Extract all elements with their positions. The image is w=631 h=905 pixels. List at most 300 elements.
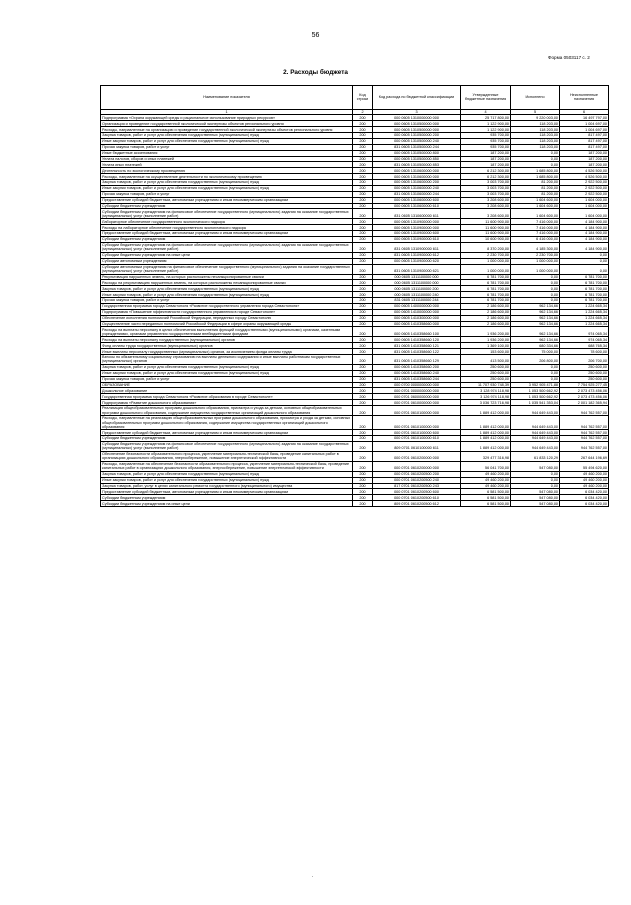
expenses-table: [100, 85, 609, 507]
row-name: Предоставление субсидий бюджетным, автономным учреждениям и иным некоммерческим организациям: [101, 430, 353, 436]
table-row: [101, 501, 609, 507]
row-unexecuted: 55 494 620,00: [560, 461, 609, 471]
row-line-code: 200: [353, 436, 373, 442]
row-executed: 0,00: [511, 298, 560, 304]
row-line-code: 200: [353, 252, 373, 258]
form-label: Форма 0503117 с. 2: [548, 55, 590, 60]
row-unexecuted: 7 754 925 277,45: [560, 382, 609, 388]
row-unexecuted: 1 004 697,00: [560, 121, 609, 127]
row-unexecuted: 4 184 900,00: [560, 236, 609, 242]
row-unexecuted: 817 497,00: [560, 144, 609, 150]
row-approved: 1 122 900,00: [461, 127, 511, 133]
row-line-code: 200: [353, 156, 373, 162]
row-line-code: 200: [353, 376, 373, 382]
expenses-table-container: [100, 85, 608, 507]
row-name: Государственная программа города Севастополя «Развитие образования в городе Севастополе»: [101, 394, 353, 400]
row-classification-code: 000 0605 1311100000 240: [373, 292, 461, 298]
row-line-code: 200: [353, 298, 373, 304]
row-executed: 944 649 443,00: [511, 406, 560, 416]
row-line-code: 200: [353, 364, 373, 370]
row-unexecuted: 6 034 420,00: [560, 495, 609, 501]
row-name: Государственная программа города Севастополя «Развитие государственного управления города Севастополя»: [101, 303, 353, 309]
row-approved: 1 889 412 000,00: [461, 416, 511, 430]
row-executed: 1 685 800,00: [511, 174, 560, 180]
row-approved: 2 186 600,00: [461, 303, 511, 309]
row-classification-code: 831 0605 1410358660 121: [373, 343, 461, 349]
row-line-code: 200: [353, 321, 373, 327]
row-unexecuted: 250 600,00: [560, 370, 609, 376]
row-executed: 81 200,00: [511, 191, 560, 197]
row-executed: 81 200,00: [511, 185, 560, 191]
row-classification-code: 831 0605 1410358660 122: [373, 349, 461, 355]
row-unexecuted: 1 224 665,34: [560, 303, 609, 309]
row-classification-code: 809 0701 0610200500 612: [373, 501, 461, 507]
row-unexecuted: 6 781 700,00: [560, 298, 609, 304]
row-executed: 75 000,00: [511, 349, 560, 355]
row-line-code: 200: [353, 180, 373, 186]
row-name: Иные закупки товаров, работ и услуг для обеспечения государственных (муниципальных) нужд: [101, 477, 353, 483]
row-unexecuted: 1 604 000,00: [560, 203, 609, 209]
row-classification-code: 000 0701 0610200500 600: [373, 489, 461, 495]
row-name: Предоставление субсидий бюджетным, автономным учреждениям и иным некоммерческим организациям: [101, 489, 353, 495]
row-executed: 944 649 443,00: [511, 436, 560, 442]
row-line-code: 200: [353, 138, 373, 144]
table-row: [101, 242, 609, 252]
row-unexecuted: 1 224 665,34: [560, 315, 609, 321]
row-approved: 250 600,00: [461, 376, 511, 382]
row-executed: 7 416 000,00: [511, 231, 560, 237]
row-name: Субсидии бюджетным учреждениям на финансовое обеспечение государственного (муниципального) задания на оказание государственных (муниципальных) услуг (выполнение работ): [101, 441, 353, 451]
table-header-row: [101, 86, 609, 110]
col-number: 5: [511, 109, 560, 115]
row-approved: 2 230 700,00: [461, 252, 511, 258]
row-name: Осуществление части переданных полномочий Российской Федерации в сфере охраны окружающей среды: [101, 321, 353, 327]
row-executed: 962 134,66: [511, 337, 560, 343]
row-classification-code: 831 0605 1311100000 244: [373, 298, 461, 304]
row-unexecuted: 6 781 700,00: [560, 274, 609, 280]
row-unexecuted: 944 762 557,00: [560, 406, 609, 416]
row-name: Реализация общеобразовательных программ дошкольного образования, присмотра и ухода за детьми, основных общеобразовательных программ дошкольного образования, содержание имущества государственных организаций дошкольного образования: [101, 406, 353, 416]
row-unexecuted: 974 065,34: [560, 327, 609, 337]
row-approved: 935 700,00: [461, 144, 511, 150]
row-executed: 0,00: [511, 292, 560, 298]
row-classification-code: 000 0605 1311100000 000: [373, 274, 461, 280]
row-line-code: 200: [353, 406, 373, 416]
row-unexecuted: 4 526 500,00: [560, 168, 609, 174]
row-approved: 250 600,00: [461, 370, 511, 376]
footer-mark: .: [312, 873, 314, 879]
row-classification-code: 000 0701 0610100000 600: [373, 430, 461, 436]
row-line-code: 200: [353, 451, 373, 461]
row-approved: 3 128 974 118,98: [461, 388, 511, 394]
row-name: Закупка товаров, работ и услуг для обеспечения государственных (муниципальных) нужд: [101, 133, 353, 139]
row-executed: 0,00: [511, 280, 560, 286]
row-approved: 8 370 200,00: [461, 242, 511, 252]
row-line-code: 200: [353, 501, 373, 507]
row-name: Субсидии бюджетным учреждениям на финансовое обеспечение государственного (муниципального) задания на оказание государственных (муниципальных) услуг (выполнение работ): [101, 209, 353, 219]
row-line-code: 200: [353, 327, 373, 337]
row-classification-code: 000 0701 0610200000 000: [373, 451, 461, 461]
row-line-code: 200: [353, 264, 373, 274]
row-line-code: 200: [353, 174, 373, 180]
row-unexecuted: 49 460 200,00: [560, 483, 609, 489]
row-classification-code: 831 0605 1310500000 244: [373, 144, 461, 150]
row-executed: 0,00: [511, 376, 560, 382]
table-row: [101, 209, 609, 219]
row-line-code: 200: [353, 461, 373, 471]
row-name: Рекультивация нарушенных земель, на которых расположены несанкционированные свалки: [101, 274, 353, 280]
row-line-code: 200: [353, 225, 373, 231]
row-unexecuted: 4 526 500,00: [560, 174, 609, 180]
row-classification-code: 000 0605 1310500000 800: [373, 150, 461, 156]
row-approved: 11 707 930 748,39: [461, 382, 511, 388]
row-unexecuted: 16 497 797,00: [560, 115, 609, 121]
row-name: Подпрограмма «Охрана окружающей среды и рациональное использование природных ресурсов»: [101, 115, 353, 121]
row-classification-code: 000 0701 0610200500 610: [373, 495, 461, 501]
row-name: ОБРАЗОВАНИЕ: [101, 382, 353, 388]
row-unexecuted: 2 922 500,00: [560, 191, 609, 197]
row-name: Прочая закупка товаров, работ и услуг: [101, 376, 353, 382]
row-classification-code: 000 0700 0000000000 000: [373, 382, 461, 388]
row-executed: 7 416 000,00: [511, 225, 560, 231]
row-classification-code: 000 0605 1310600000 200: [373, 180, 461, 186]
row-classification-code: 000 0701 0610100000 610: [373, 436, 461, 442]
row-classification-code: 000 0605 1311100000 200: [373, 286, 461, 292]
row-classification-code: 000 0701 0000000000 000: [373, 388, 461, 394]
row-classification-code: 000 0605 1310900000 600: [373, 231, 461, 237]
row-line-code: 200: [353, 242, 373, 252]
row-executed: 1 053 500 662,92: [511, 388, 560, 394]
table-row: [101, 355, 609, 365]
row-executed: 0,00: [511, 274, 560, 280]
row-classification-code: 000 0605 1311100000 000: [373, 280, 461, 286]
row-classification-code: 000 0701 0610100000 000: [373, 406, 461, 416]
row-executed: 0,00: [511, 477, 560, 483]
row-line-code: 200: [353, 441, 373, 451]
row-classification-code: 000 0605 1310500000 240: [373, 138, 461, 144]
row-line-code: 200: [353, 121, 373, 127]
row-name: Субсидии бюджетным учреждениям: [101, 495, 353, 501]
row-approved: 11 600 900,00: [461, 219, 511, 225]
row-approved: 2 186 600,00: [461, 315, 511, 321]
row-classification-code: 000 0605 1410358660 000: [373, 321, 461, 327]
row-approved: 187 200,00: [461, 150, 511, 156]
row-unexecuted: 0,00: [560, 258, 609, 264]
row-executed: 2 230 700,00: [511, 252, 560, 258]
row-approved: 6 212 300,00: [461, 168, 511, 174]
col-header-executed: Исполнено: [511, 86, 560, 110]
row-name: Иные закупки товаров, работ и услуг для обеспечения государственных (муниципальных) нужд: [101, 185, 353, 191]
row-executed: 61 833 120,29: [511, 451, 560, 461]
row-approved: 1 889 412 000,00: [461, 441, 511, 451]
row-executed: 962 134,66: [511, 303, 560, 309]
row-line-code: 200: [353, 162, 373, 168]
row-classification-code: 831 0605 1310500000 853: [373, 162, 461, 168]
row-executed: 0,00: [511, 364, 560, 370]
row-unexecuted: 817 497,00: [560, 138, 609, 144]
row-line-code: 200: [353, 370, 373, 376]
row-name: Иные бюджетные ассигнования: [101, 150, 353, 156]
row-executed: 547 080,00: [511, 495, 560, 501]
row-executed: 206 800,00: [511, 355, 560, 365]
row-line-code: 200: [353, 416, 373, 430]
row-executed: 0,00: [511, 156, 560, 162]
row-approved: 2 186 600,00: [461, 309, 511, 315]
row-classification-code: 831 0605 1310600000 244: [373, 191, 461, 197]
col-number: 2: [353, 109, 373, 115]
row-executed: 4 185 300,00: [511, 242, 560, 252]
row-executed: 0,00: [511, 483, 560, 489]
table-row: [101, 461, 609, 471]
row-line-code: 200: [353, 274, 373, 280]
row-classification-code: 000 0605 1310900000 610: [373, 236, 461, 242]
section-title: 2. Расходы бюджета: [283, 69, 348, 76]
row-executed: 118 203,00: [511, 121, 560, 127]
row-approved: 187 200,00: [461, 156, 511, 162]
row-classification-code: 000 0605 1410000000 000: [373, 309, 461, 315]
row-approved: 1 889 412 000,00: [461, 436, 511, 442]
row-unexecuted: 944 762 557,00: [560, 441, 609, 451]
row-approved: 1 889 412 000,00: [461, 406, 511, 416]
row-line-code: 200: [353, 185, 373, 191]
row-approved: 329 477 316,98: [461, 451, 511, 461]
row-line-code: 200: [353, 489, 373, 495]
row-line-code: 200: [353, 430, 373, 436]
row-name: Субсидии бюджетным учреждениям: [101, 203, 353, 209]
row-approved: 1 000 000,00: [461, 258, 511, 264]
row-name: Закупка товаров, работ и услуг для обеспечения государственных (муниципальных) нужд: [101, 364, 353, 370]
table-row: [101, 416, 609, 430]
row-executed: 3 952 905 471,88: [511, 382, 560, 388]
row-name: Прочая закупка товаров, работ и услуг: [101, 144, 353, 150]
row-approved: 3 208 600,00: [461, 203, 511, 209]
row-approved: 49 460 200,00: [461, 471, 511, 477]
row-approved: 6 781 700,00: [461, 298, 511, 304]
row-approved: 3 003 700,00: [461, 191, 511, 197]
row-name: Закупка товаров, работ и услуг для обеспечения государственных (муниципальных) нужд: [101, 286, 353, 292]
row-classification-code: 000 0605 1310500000 000: [373, 127, 461, 133]
row-unexecuted: 944 762 557,00: [560, 430, 609, 436]
row-executed: 1 604 600,00: [511, 203, 560, 209]
row-name: Расходы на выплаты персоналу государственных (муниципальных) органов: [101, 337, 353, 343]
row-line-code: 200: [353, 349, 373, 355]
row-name: Предоставление субсидий бюджетным, автономным учреждениям и иным некоммерческим организациям: [101, 231, 353, 237]
row-classification-code: 000 0605 1310600000 610: [373, 203, 461, 209]
row-line-code: 200: [353, 150, 373, 156]
row-line-code: 200: [353, 343, 373, 349]
row-line-code: 200: [353, 309, 373, 315]
row-classification-code: 000 0605 1310000000 000: [373, 115, 461, 121]
row-approved: 3 208 600,00: [461, 209, 511, 219]
row-executed: 0,00: [511, 370, 560, 376]
row-executed: 0,00: [511, 162, 560, 168]
row-approved: 187 200,00: [461, 162, 511, 168]
col-header-classification-code: Код расхода по бюджетной классификации: [373, 86, 461, 110]
row-approved: 935 700,00: [461, 138, 511, 144]
row-line-code: 200: [353, 400, 373, 406]
row-executed: 962 134,66: [511, 309, 560, 315]
row-unexecuted: 1 604 000,00: [560, 197, 609, 203]
row-classification-code: 000 0605 1410300000 000: [373, 315, 461, 321]
row-name: Иные закупки товаров, работ и услуг для обеспечения государственных (муниципальных) нужд: [101, 138, 353, 144]
row-approved: 6 781 700,00: [461, 274, 511, 280]
row-unexecuted: 49 460 200,00: [560, 471, 609, 477]
row-unexecuted: 2 922 500,00: [560, 180, 609, 186]
row-unexecuted: 1 004 697,00: [560, 127, 609, 133]
row-executed: 547 080,00: [511, 461, 560, 471]
row-classification-code: 000 0701 0610200500 240: [373, 477, 461, 483]
col-number: 4: [461, 109, 511, 115]
row-approved: 1 122 900,00: [461, 121, 511, 127]
row-executed: 944 649 443,00: [511, 430, 560, 436]
row-classification-code: 000 0605 1310600000 000: [373, 168, 461, 174]
row-classification-code: 000 0701 0610200000 000: [373, 461, 461, 471]
row-classification-code: 000 0701 0600000000 000: [373, 394, 461, 400]
row-name: Уплата налогов, сборов и иных платежей: [101, 156, 353, 162]
row-line-code: 200: [353, 127, 373, 133]
row-unexecuted: 2 073 473 456,06: [560, 394, 609, 400]
row-unexecuted: 187 200,00: [560, 156, 609, 162]
row-unexecuted: 4 184 900,00: [560, 219, 609, 225]
row-classification-code: 000 0605 1310600000 240: [373, 185, 461, 191]
row-unexecuted: 1 224 665,34: [560, 321, 609, 327]
row-name: Расходы, направленные на осуществление деятельности по экологическому просвещению: [101, 174, 353, 180]
row-executed: 547 080,00: [511, 489, 560, 495]
row-approved: 11 600 900,00: [461, 225, 511, 231]
table-row: [101, 327, 609, 337]
row-unexecuted: 250 600,00: [560, 364, 609, 370]
row-name: Расходы на выплаты персоналу в целях обеспечения выполнения функций государственными (муниципальными) органами, казенными учреждениями, органами управления государственными внебюджетными фондами: [101, 327, 353, 337]
row-unexecuted: 49 460 200,00: [560, 477, 609, 483]
row-line-code: 200: [353, 477, 373, 483]
row-unexecuted: 974 065,34: [560, 337, 609, 343]
row-executed: 0,00: [511, 150, 560, 156]
row-line-code: 200: [353, 286, 373, 292]
row-line-code: 200: [353, 236, 373, 242]
row-classification-code: 000 0605 1410358660 100: [373, 327, 461, 337]
row-unexecuted: 6 781 700,00: [560, 286, 609, 292]
row-unexecuted: 944 762 557,00: [560, 416, 609, 430]
row-line-code: 200: [353, 115, 373, 121]
row-executed: 1 000 000,00: [511, 264, 560, 274]
row-unexecuted: 2 001 182 365,94: [560, 400, 609, 406]
col-number: 1: [101, 109, 353, 115]
row-unexecuted: 4 184 900,00: [560, 231, 609, 237]
col-header-approved: Утвержденные бюджетные назначения: [461, 86, 511, 110]
row-unexecuted: 4 184 900,00: [560, 225, 609, 231]
row-executed: 118 203,00: [511, 127, 560, 133]
row-name: Иные закупки товаров, работ и услуг для обеспечения государственных (муниципальных) нужд: [101, 292, 353, 298]
row-approved: 1 889 412 000,00: [461, 430, 511, 436]
row-name: Прочая закупка товаров, работ и услуг: [101, 191, 353, 197]
row-name: Деятельность по экологическому просвещению: [101, 168, 353, 174]
row-executed: 118 203,00: [511, 138, 560, 144]
row-approved: 25 717 800,00: [461, 115, 511, 121]
row-executed: 81 200,00: [511, 180, 560, 186]
table-row: [101, 406, 609, 416]
row-classification-code: 000 0605 1310500000 200: [373, 133, 461, 139]
row-line-code: 200: [353, 203, 373, 209]
row-classification-code: 000 0605 1310600000 600: [373, 197, 461, 203]
row-line-code: 200: [353, 133, 373, 139]
col-number: 3: [373, 109, 461, 115]
row-classification-code: 000 0701 0610000000 000: [373, 400, 461, 406]
row-executed: 1 035 541 353,04: [511, 400, 560, 406]
row-classification-code: 000 0605 1410358660 120: [373, 337, 461, 343]
row-name: Иные выплаты персоналу государственных (муниципальных) органов, за исключением фонда оплаты труда: [101, 349, 353, 355]
row-approved: 6 212 300,00: [461, 174, 511, 180]
row-unexecuted: 6 781 700,00: [560, 280, 609, 286]
row-unexecuted: 688 765,34: [560, 343, 609, 349]
table-row: [101, 451, 609, 461]
row-line-code: 200: [353, 471, 373, 477]
row-unexecuted: 0,00: [560, 252, 609, 258]
row-line-code: 200: [353, 355, 373, 365]
row-unexecuted: 817 497,00: [560, 133, 609, 139]
row-line-code: 200: [353, 197, 373, 203]
row-unexecuted: 187 200,00: [560, 150, 609, 156]
row-classification-code: 000 0605 1310900000 000: [373, 225, 461, 231]
row-approved: 1 936 200,00: [461, 327, 511, 337]
row-line-code: 200: [353, 191, 373, 197]
row-line-code: 200: [353, 495, 373, 501]
row-classification-code: 000 0701 0610200500 200: [373, 471, 461, 477]
row-approved: 153 600,00: [461, 349, 511, 355]
row-approved: 3 036 723 716,98: [461, 400, 511, 406]
row-name: Субсидии бюджетным учреждениям: [101, 236, 353, 242]
row-approved: 56 041 700,00: [461, 461, 511, 471]
row-name: Дошкольное образование: [101, 388, 353, 394]
row-classification-code: 000 0605 1310600000 000: [373, 174, 461, 180]
row-name: Закупка товаров, работ и услуг для обеспечения государственных (муниципальных) нужд: [101, 180, 353, 186]
row-name: Организация и проведение государственной экологической экспертизы объектов регионального уровня: [101, 121, 353, 127]
row-name: Субсидии автономным учреждениям: [101, 258, 353, 264]
row-executed: 0,00: [511, 286, 560, 292]
row-approved: 935 700,00: [461, 133, 511, 139]
row-approved: 6 781 700,00: [461, 286, 511, 292]
row-line-code: 200: [353, 394, 373, 400]
row-name: Субсидии бюджетным учреждениям на финансовое обеспечение государственного (муниципального) задания на оказание государственных (муниципальных) услуг (выполнение работ): [101, 242, 353, 252]
row-classification-code: 000 0605 1310900000 620: [373, 258, 461, 264]
row-line-code: 200: [353, 280, 373, 286]
row-name: Прочая закупка товаров, работ и услуг: [101, 298, 353, 304]
row-name: Субсидии бюджетным учреждениям на иные цели: [101, 252, 353, 258]
row-approved: 6 581 500,00: [461, 495, 511, 501]
row-name: Подпрограмма «Развитие дошкольного образования»: [101, 400, 353, 406]
row-line-code: 200: [353, 209, 373, 219]
row-name: Взносы по обязательному социальному страхованию на выплаты денежного содержания и иные выплаты работникам государственных (муниципальных) органов: [101, 355, 353, 365]
row-name: Закупка товаров, работ, услуг в целях капитального ремонта государственного (муниципального) имущества: [101, 483, 353, 489]
col-number: 6: [560, 109, 609, 115]
row-line-code: 200: [353, 388, 373, 394]
row-line-code: 200: [353, 231, 373, 237]
row-approved: 1 000 000,00: [461, 264, 511, 274]
row-unexecuted: 267 644 196,69: [560, 451, 609, 461]
row-approved: 3 126 974 118,98: [461, 394, 511, 400]
row-line-code: 200: [353, 337, 373, 343]
row-line-code: 200: [353, 168, 373, 174]
row-approved: 6 581 500,00: [461, 489, 511, 495]
row-unexecuted: 78 600,00: [560, 349, 609, 355]
row-name: Обеспечение безопасности образовательного процесса, укрепление материально-технической базы, проведение капитальных работ в организациях дошкольного образования, энергосбережение, повышение энергетической эффективности: [101, 451, 353, 461]
row-unexecuted: 4 184 900,00: [560, 242, 609, 252]
row-approved: 250 600,00: [461, 364, 511, 370]
row-unexecuted: 2 073 473 456,06: [560, 388, 609, 394]
row-unexecuted: 2 922 500,00: [560, 185, 609, 191]
row-executed: 962 134,66: [511, 321, 560, 327]
row-unexecuted: 6 781 700,00: [560, 292, 609, 298]
row-approved: 10 600 900,00: [461, 236, 511, 242]
